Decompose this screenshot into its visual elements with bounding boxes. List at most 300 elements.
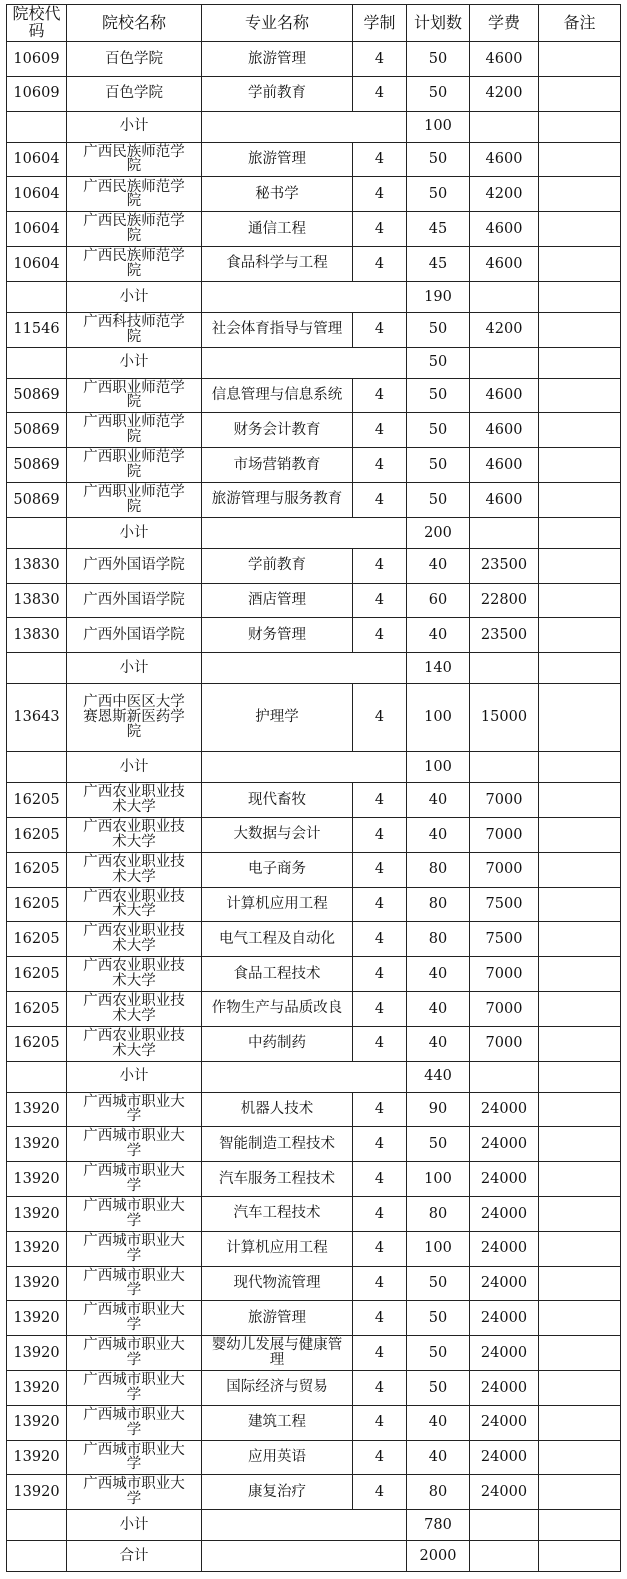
cell-note [539, 1162, 621, 1197]
cell-school: 广西城市职业大学 [67, 1405, 202, 1440]
cell-code: 50869 [7, 378, 67, 413]
cell-note [539, 1061, 621, 1092]
cell-years: 4 [353, 1231, 407, 1266]
cell-code [7, 347, 67, 378]
cell-fee [470, 517, 539, 548]
cell-school: 广西农业职业技术大学 [67, 922, 202, 957]
cell-plan: 40 [407, 991, 470, 1026]
cell-note [539, 1336, 621, 1371]
table-row [7, 1336, 621, 1371]
cell-fee [470, 653, 539, 684]
cell-school: 广西农业职业技术大学 [67, 817, 202, 852]
cell-fee: 24000 [470, 1231, 539, 1266]
cell-major: 旅游管理 [202, 42, 353, 77]
cell-years: 4 [353, 887, 407, 922]
cell-code: 10609 [7, 76, 67, 111]
cell-code: 16205 [7, 887, 67, 922]
cell-code: 13920 [7, 1336, 67, 1371]
cell-code: 50869 [7, 413, 67, 448]
subtotal-plan: 200 [407, 517, 470, 548]
cell-fee: 4600 [470, 246, 539, 281]
subtotal-plan: 100 [407, 752, 470, 783]
cell-plan: 80 [407, 922, 470, 957]
table-row [7, 1405, 621, 1440]
table-row [7, 618, 621, 653]
subtotal-label: 合计 [67, 1541, 202, 1572]
cell-years: 4 [353, 177, 407, 212]
header-note: 备注 [539, 5, 621, 42]
cell-years: 4 [353, 852, 407, 887]
cell-fee: 4600 [470, 212, 539, 247]
cell-major: 通信工程 [202, 212, 353, 247]
cell-fee: 4600 [470, 482, 539, 517]
cell-years: 4 [353, 1336, 407, 1371]
table-row [7, 1026, 621, 1061]
cell-code: 13920 [7, 1475, 67, 1510]
cell-school: 广西职业师范学院 [67, 378, 202, 413]
cell-school: 广西城市职业大学 [67, 1162, 202, 1197]
cell-major: 智能制造工程技术 [202, 1127, 353, 1162]
cell-note [539, 246, 621, 281]
cell-fee: 24000 [470, 1162, 539, 1197]
cell-code: 16205 [7, 852, 67, 887]
cell-school: 百色学院 [67, 42, 202, 77]
cell-plan: 80 [407, 852, 470, 887]
cell-code: 13830 [7, 548, 67, 583]
table-row [7, 312, 621, 347]
cell-fee [470, 281, 539, 312]
cell-plan: 45 [407, 212, 470, 247]
cell-years: 4 [353, 1026, 407, 1061]
subtotal-label: 小计 [67, 347, 202, 378]
cell-code: 13830 [7, 618, 67, 653]
table-row [7, 583, 621, 618]
table-row [7, 684, 621, 752]
cell-code: 13920 [7, 1370, 67, 1405]
cell-code [7, 653, 67, 684]
cell-note [539, 1266, 621, 1301]
table-row [7, 887, 621, 922]
cell-fee: 24000 [470, 1127, 539, 1162]
cell-school: 广西城市职业大学 [67, 1266, 202, 1301]
subtotal-plan: 100 [407, 111, 470, 142]
cell-note [539, 684, 621, 752]
cell-fee: 7000 [470, 957, 539, 992]
cell-fee: 4600 [470, 448, 539, 483]
cell-school: 广西外国语学院 [67, 583, 202, 618]
cell-fee: 7000 [470, 852, 539, 887]
cell-fee: 24000 [470, 1301, 539, 1336]
cell-code: 16205 [7, 957, 67, 992]
cell-plan: 40 [407, 548, 470, 583]
cell-fee: 24000 [470, 1405, 539, 1440]
cell-years: 4 [353, 212, 407, 247]
cell-code [7, 1510, 67, 1541]
cell-years: 4 [353, 1440, 407, 1475]
subtotal-plan: 780 [407, 1510, 470, 1541]
cell-fee: 4600 [470, 378, 539, 413]
cell-major: 婴幼儿发展与健康管理 [202, 1336, 353, 1371]
cell-years: 4 [353, 1127, 407, 1162]
cell-plan: 50 [407, 177, 470, 212]
table-row [7, 1370, 621, 1405]
cell-note [539, 448, 621, 483]
table-row [7, 957, 621, 992]
cell-major [202, 1510, 407, 1541]
cell-school: 广西城市职业大学 [67, 1301, 202, 1336]
cell-note [539, 177, 621, 212]
cell-plan: 80 [407, 887, 470, 922]
cell-code: 16205 [7, 817, 67, 852]
cell-years: 4 [353, 817, 407, 852]
cell-years: 4 [353, 1405, 407, 1440]
cell-years: 4 [353, 618, 407, 653]
cell-fee: 4200 [470, 312, 539, 347]
cell-note [539, 548, 621, 583]
cell-fee: 4200 [470, 177, 539, 212]
subtotal-plan: 190 [407, 281, 470, 312]
cell-note [539, 347, 621, 378]
cell-plan: 45 [407, 246, 470, 281]
cell-major: 中药制药 [202, 1026, 353, 1061]
cell-school: 广西城市职业大学 [67, 1196, 202, 1231]
cell-code [7, 517, 67, 548]
cell-major: 作物生产与品质改良 [202, 991, 353, 1026]
table-row [7, 783, 621, 818]
cell-school: 广西城市职业大学 [67, 1092, 202, 1127]
subtotal-row [7, 281, 621, 312]
header-major: 专业名称 [202, 5, 353, 42]
cell-code: 13643 [7, 684, 67, 752]
cell-major: 旅游管理 [202, 142, 353, 177]
table-row [7, 1266, 621, 1301]
cell-note [539, 783, 621, 818]
cell-plan: 100 [407, 684, 470, 752]
subtotal-row [7, 347, 621, 378]
cell-code: 10604 [7, 212, 67, 247]
cell-note [539, 1405, 621, 1440]
cell-plan: 50 [407, 1266, 470, 1301]
cell-school: 广西职业师范学院 [67, 413, 202, 448]
cell-years: 4 [353, 548, 407, 583]
cell-note [539, 817, 621, 852]
cell-note [539, 752, 621, 783]
cell-fee: 24000 [470, 1196, 539, 1231]
cell-code: 13920 [7, 1405, 67, 1440]
cell-code: 13920 [7, 1092, 67, 1127]
table-row [7, 378, 621, 413]
cell-fee: 24000 [470, 1475, 539, 1510]
cell-major: 大数据与会计 [202, 817, 353, 852]
cell-fee: 23500 [470, 548, 539, 583]
table-body [7, 5, 621, 1572]
cell-school: 广西外国语学院 [67, 548, 202, 583]
cell-major [202, 1541, 407, 1572]
cell-note [539, 1541, 621, 1572]
table-row [7, 1475, 621, 1510]
cell-major [202, 111, 407, 142]
cell-code: 16205 [7, 991, 67, 1026]
subtotal-row [7, 1510, 621, 1541]
table-row [7, 448, 621, 483]
subtotal-label: 小计 [67, 281, 202, 312]
table-row [7, 1092, 621, 1127]
cell-school: 广西民族师范学院 [67, 246, 202, 281]
cell-plan: 50 [407, 1127, 470, 1162]
cell-fee: 7000 [470, 991, 539, 1026]
cell-code: 13920 [7, 1196, 67, 1231]
cell-code: 10604 [7, 177, 67, 212]
cell-major: 应用英语 [202, 1440, 353, 1475]
cell-plan: 40 [407, 957, 470, 992]
table-row [7, 852, 621, 887]
cell-major: 现代畜牧 [202, 783, 353, 818]
cell-fee: 24000 [470, 1440, 539, 1475]
cell-note [539, 852, 621, 887]
table-row [7, 482, 621, 517]
subtotal-plan: 440 [407, 1061, 470, 1092]
cell-fee: 15000 [470, 684, 539, 752]
cell-major: 旅游管理 [202, 1301, 353, 1336]
cell-code [7, 281, 67, 312]
cell-years: 4 [353, 1266, 407, 1301]
cell-major [202, 347, 407, 378]
cell-school: 广西民族师范学院 [67, 212, 202, 247]
cell-plan: 50 [407, 1301, 470, 1336]
cell-school: 广西民族师范学院 [67, 177, 202, 212]
cell-plan: 50 [407, 76, 470, 111]
cell-major: 食品工程技术 [202, 957, 353, 992]
cell-fee: 4600 [470, 142, 539, 177]
cell-plan: 50 [407, 42, 470, 77]
cell-school: 广西城市职业大学 [67, 1336, 202, 1371]
table-row [7, 1301, 621, 1336]
cell-school: 广西职业师范学院 [67, 482, 202, 517]
cell-note [539, 1196, 621, 1231]
total-row [7, 1541, 621, 1572]
cell-plan: 40 [407, 1405, 470, 1440]
table-row [7, 1440, 621, 1475]
cell-years: 4 [353, 991, 407, 1026]
cell-note [539, 413, 621, 448]
cell-fee [470, 1510, 539, 1541]
cell-years: 4 [353, 922, 407, 957]
cell-years: 4 [353, 684, 407, 752]
cell-school: 广西农业职业技术大学 [67, 957, 202, 992]
cell-code [7, 752, 67, 783]
cell-major: 旅游管理与服务教育 [202, 482, 353, 517]
cell-code: 10609 [7, 42, 67, 77]
cell-fee: 7000 [470, 783, 539, 818]
cell-plan: 80 [407, 1196, 470, 1231]
cell-major: 机器人技术 [202, 1092, 353, 1127]
cell-note [539, 312, 621, 347]
cell-plan: 50 [407, 482, 470, 517]
admission-plan-table [6, 4, 621, 1572]
cell-major: 汽车工程技术 [202, 1196, 353, 1231]
cell-years: 4 [353, 378, 407, 413]
cell-note [539, 111, 621, 142]
cell-code: 11546 [7, 312, 67, 347]
cell-fee: 7000 [470, 1026, 539, 1061]
cell-note [539, 482, 621, 517]
cell-fee: 24000 [470, 1266, 539, 1301]
cell-note [539, 991, 621, 1026]
cell-years: 4 [353, 246, 407, 281]
cell-note [539, 1026, 621, 1061]
cell-major: 计算机应用工程 [202, 887, 353, 922]
subtotal-row [7, 517, 621, 548]
table-row [7, 142, 621, 177]
cell-plan: 40 [407, 1026, 470, 1061]
cell-major: 酒店管理 [202, 583, 353, 618]
cell-school: 广西农业职业技术大学 [67, 887, 202, 922]
cell-major: 财务会计教育 [202, 413, 353, 448]
cell-fee: 24000 [470, 1092, 539, 1127]
cell-note [539, 1475, 621, 1510]
table-row [7, 817, 621, 852]
cell-plan: 100 [407, 1162, 470, 1197]
table-row [7, 991, 621, 1026]
subtotal-plan: 140 [407, 653, 470, 684]
cell-major: 计算机应用工程 [202, 1231, 353, 1266]
cell-major: 汽车服务工程技术 [202, 1162, 353, 1197]
cell-code: 16205 [7, 1026, 67, 1061]
cell-fee [470, 1061, 539, 1092]
cell-fee: 7500 [470, 922, 539, 957]
cell-school: 广西城市职业大学 [67, 1231, 202, 1266]
cell-major: 国际经济与贸易 [202, 1370, 353, 1405]
cell-school: 广西农业职业技术大学 [67, 991, 202, 1026]
cell-school: 广西外国语学院 [67, 618, 202, 653]
cell-fee: 24000 [470, 1370, 539, 1405]
cell-note [539, 922, 621, 957]
table-row [7, 922, 621, 957]
cell-school: 广西中医区大学赛恩斯新医药学院 [67, 684, 202, 752]
cell-code: 13920 [7, 1231, 67, 1266]
cell-major [202, 517, 407, 548]
cell-years: 4 [353, 448, 407, 483]
cell-fee [470, 752, 539, 783]
subtotal-plan: 2000 [407, 1541, 470, 1572]
cell-school: 广西农业职业技术大学 [67, 852, 202, 887]
subtotal-label: 小计 [67, 653, 202, 684]
cell-years: 4 [353, 142, 407, 177]
header-years: 学制 [353, 5, 407, 42]
cell-plan: 40 [407, 783, 470, 818]
cell-major: 康复治疗 [202, 1475, 353, 1510]
cell-code: 10604 [7, 142, 67, 177]
cell-code: 16205 [7, 922, 67, 957]
cell-note [539, 583, 621, 618]
cell-school: 百色学院 [67, 76, 202, 111]
subtotal-label: 小计 [67, 752, 202, 783]
cell-plan: 40 [407, 1440, 470, 1475]
cell-code: 50869 [7, 482, 67, 517]
cell-major: 建筑工程 [202, 1405, 353, 1440]
cell-code: 13920 [7, 1266, 67, 1301]
cell-major: 社会体育指导与管理 [202, 312, 353, 347]
cell-major: 学前教育 [202, 548, 353, 583]
cell-years: 4 [353, 1370, 407, 1405]
cell-plan: 50 [407, 1370, 470, 1405]
cell-major: 信息管理与信息系统 [202, 378, 353, 413]
cell-school: 广西城市职业大学 [67, 1370, 202, 1405]
cell-years: 4 [353, 583, 407, 618]
cell-years: 4 [353, 1092, 407, 1127]
cell-fee: 24000 [470, 1336, 539, 1371]
header-row [7, 5, 621, 42]
cell-code [7, 1541, 67, 1572]
cell-years: 4 [353, 1301, 407, 1336]
cell-note [539, 1301, 621, 1336]
cell-years: 4 [353, 42, 407, 77]
cell-fee [470, 347, 539, 378]
cell-years: 4 [353, 76, 407, 111]
subtotal-row [7, 653, 621, 684]
cell-major: 电气工程及自动化 [202, 922, 353, 957]
cell-plan: 50 [407, 378, 470, 413]
cell-code: 13920 [7, 1162, 67, 1197]
cell-fee: 23500 [470, 618, 539, 653]
cell-major: 护理学 [202, 684, 353, 752]
cell-note [539, 1440, 621, 1475]
cell-plan: 50 [407, 413, 470, 448]
subtotal-label: 小计 [67, 517, 202, 548]
table-row [7, 42, 621, 77]
cell-years: 4 [353, 482, 407, 517]
cell-major [202, 752, 407, 783]
cell-school: 广西农业职业技术大学 [67, 783, 202, 818]
cell-school: 广西职业师范学院 [67, 448, 202, 483]
subtotal-label: 小计 [67, 111, 202, 142]
cell-note [539, 1370, 621, 1405]
cell-plan: 80 [407, 1475, 470, 1510]
cell-plan: 50 [407, 1336, 470, 1371]
cell-fee [470, 1541, 539, 1572]
table-row [7, 76, 621, 111]
cell-years: 4 [353, 783, 407, 818]
table-row [7, 1231, 621, 1266]
cell-major: 秘书学 [202, 177, 353, 212]
table-row [7, 1162, 621, 1197]
cell-plan: 90 [407, 1092, 470, 1127]
table-row [7, 548, 621, 583]
cell-major: 现代物流管理 [202, 1266, 353, 1301]
cell-code: 50869 [7, 448, 67, 483]
cell-note [539, 887, 621, 922]
subtotal-label: 小计 [67, 1510, 202, 1541]
cell-note [539, 1510, 621, 1541]
cell-plan: 50 [407, 448, 470, 483]
cell-code [7, 1061, 67, 1092]
table-row [7, 1127, 621, 1162]
cell-note [539, 618, 621, 653]
cell-school: 广西城市职业大学 [67, 1440, 202, 1475]
cell-major [202, 1061, 407, 1092]
cell-fee: 4600 [470, 42, 539, 77]
cell-major [202, 653, 407, 684]
cell-fee: 7500 [470, 887, 539, 922]
cell-note [539, 281, 621, 312]
cell-school: 广西城市职业大学 [67, 1127, 202, 1162]
cell-fee: 7000 [470, 817, 539, 852]
table-row [7, 212, 621, 247]
subtotal-row [7, 752, 621, 783]
cell-plan: 40 [407, 817, 470, 852]
table-row [7, 413, 621, 448]
table-row [7, 177, 621, 212]
